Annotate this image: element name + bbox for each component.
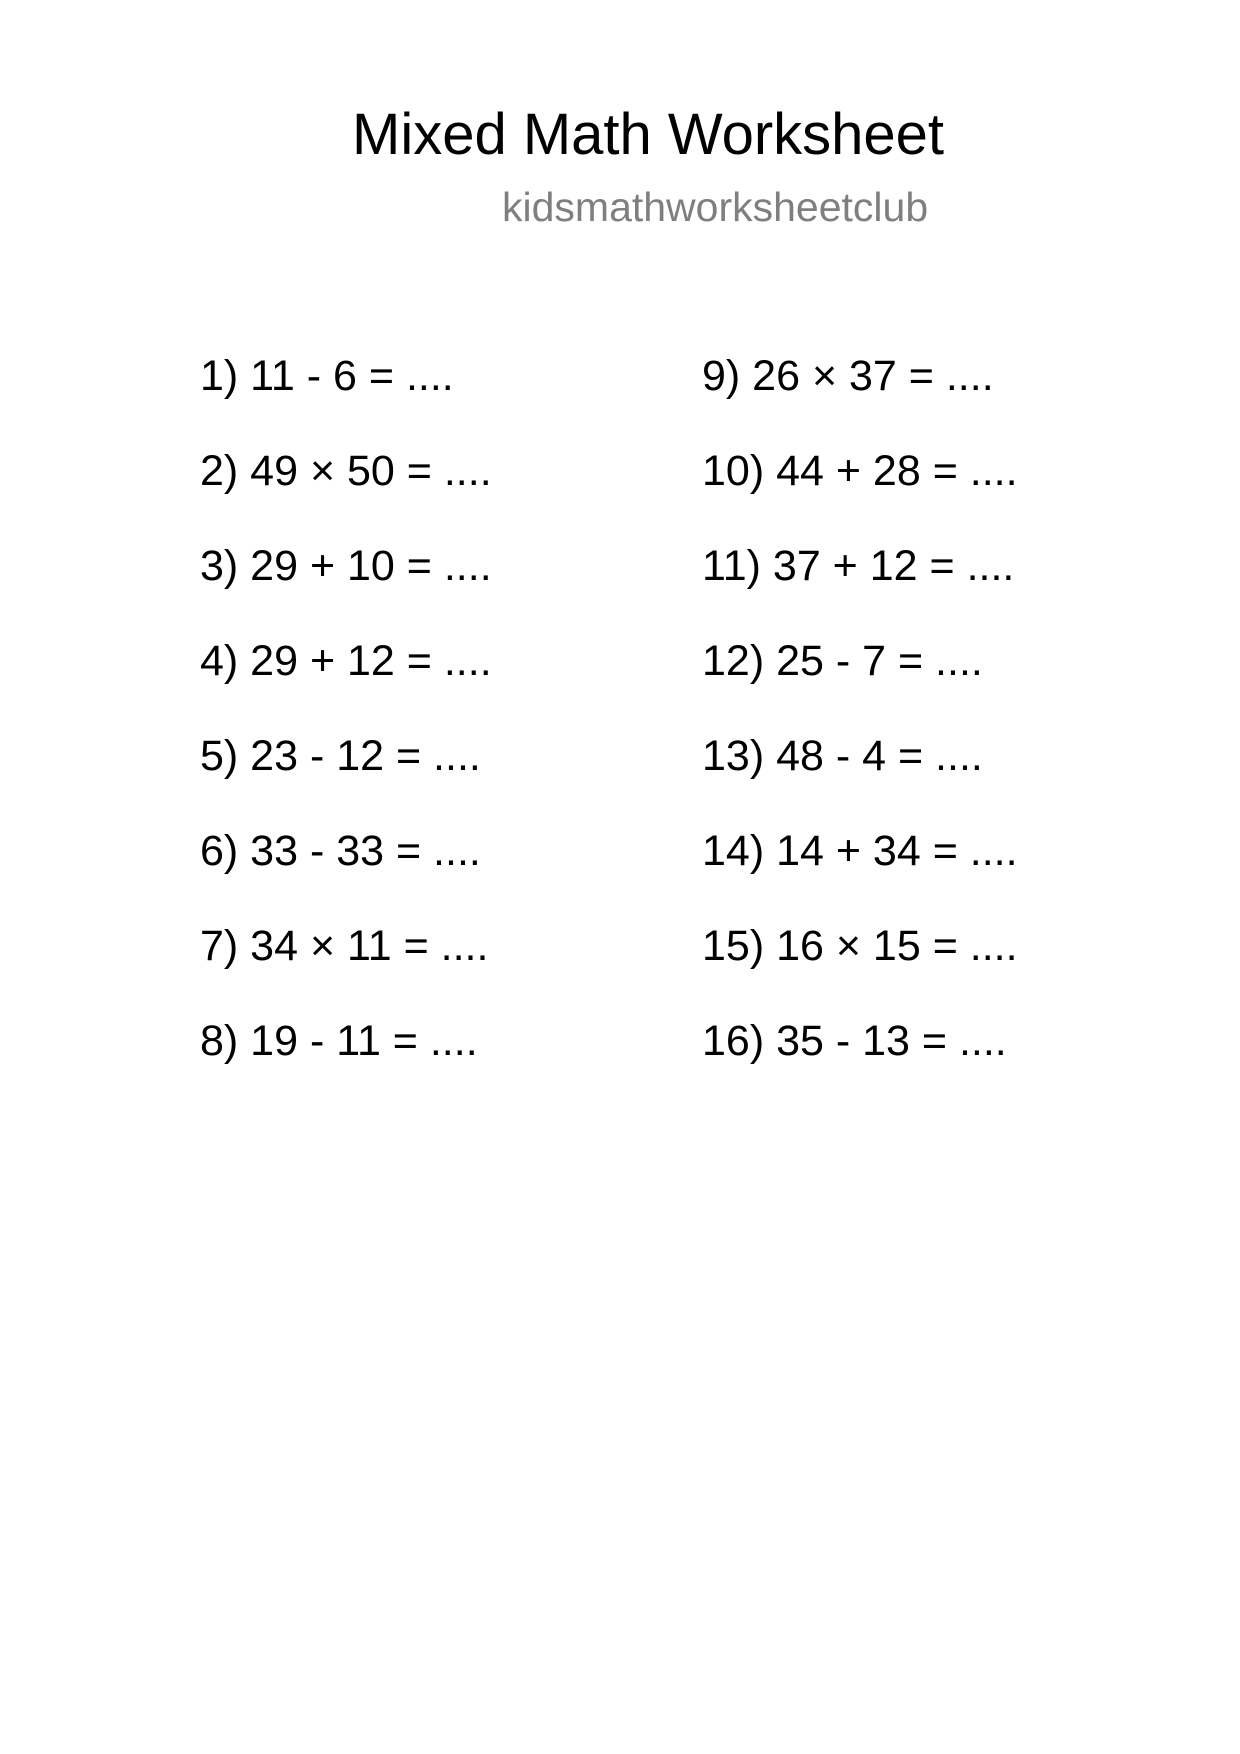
problem-6: 6) 33 - 33 = .... [200,827,481,875]
problem-10: 10) 44 + 28 = .... [702,447,1018,495]
problem-13: 13) 48 - 4 = .... [702,732,983,780]
problem-9: 9) 26 × 37 = .... [702,352,994,400]
problem-11: 11) 37 + 12 = .... [702,542,1015,590]
problem-15: 15) 16 × 15 = .... [702,922,1018,970]
problem-8: 8) 19 - 11 = .... [200,1017,478,1065]
problem-3: 3) 29 + 10 = .... [200,542,492,590]
page-title: Mixed Math Worksheet [352,102,945,167]
problem-12: 12) 25 - 7 = .... [702,637,983,685]
problem-5: 5) 23 - 12 = .... [200,732,481,780]
problem-column-right [702,350,1018,1110]
page-subtitle: kidsmathworksheetclub [502,184,929,230]
problem-1: 1) 11 - 6 = .... [200,352,454,400]
problem-14: 14) 14 + 34 = .... [702,827,1018,875]
problem-2: 2) 49 × 50 = .... [200,447,492,495]
problem-16: 16) 35 - 13 = .... [702,1017,1007,1065]
problem-7: 7) 34 × 11 = .... [200,922,489,970]
problem-column-left [200,350,492,1110]
problem-4: 4) 29 + 12 = .... [200,637,492,685]
